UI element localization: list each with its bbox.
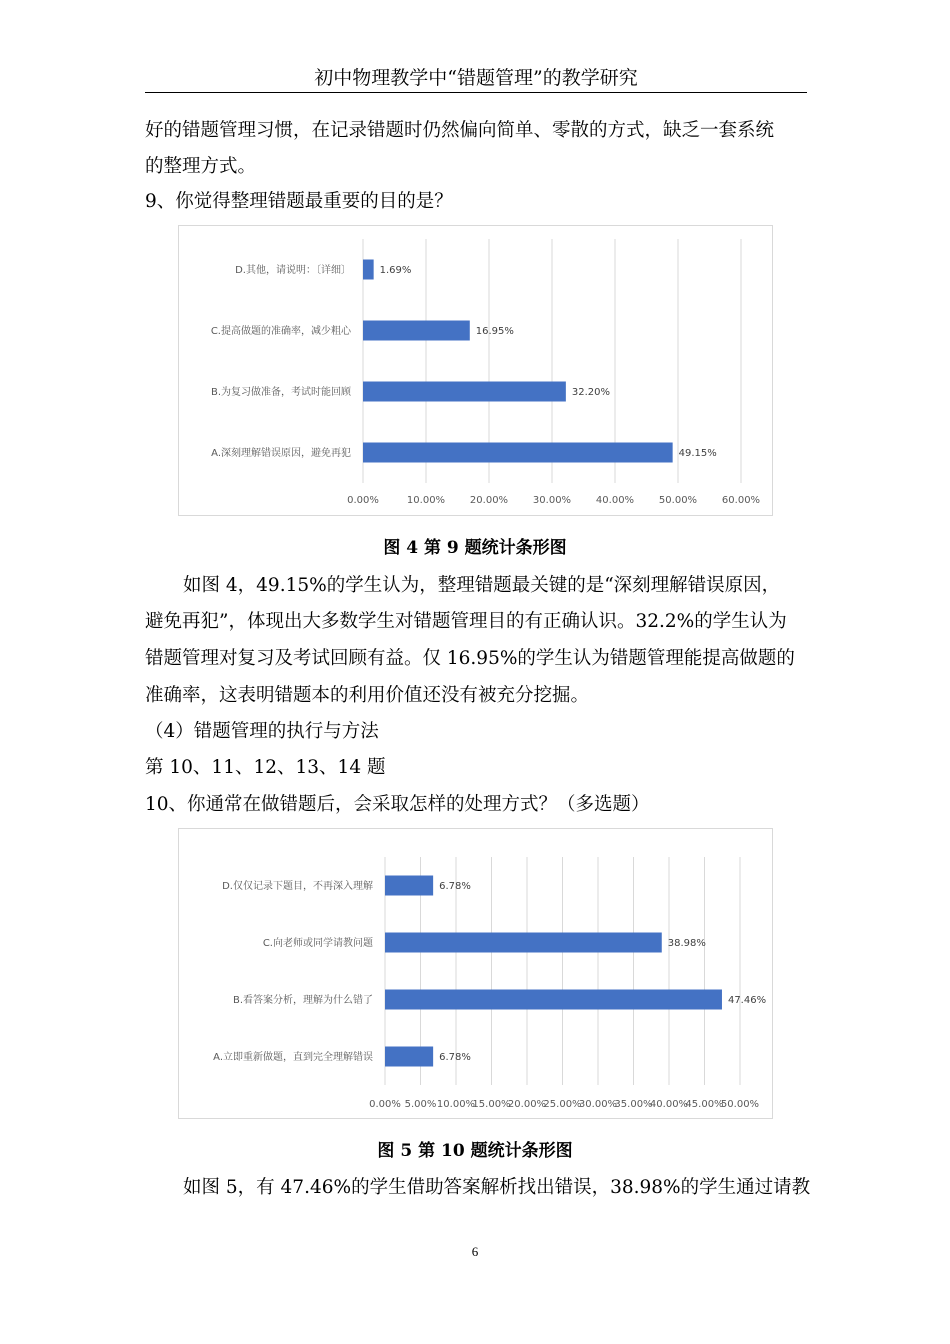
x-tick-label: 30.00% [532, 495, 572, 506]
x-tick-label: 40.00% [595, 495, 635, 506]
x-tick-label: 20.00% [507, 1099, 547, 1110]
chart-svg [179, 226, 772, 515]
header-rule [145, 92, 807, 93]
data-label: 6.78% [439, 1052, 471, 1063]
figure-4-chart [178, 225, 773, 516]
category-label: D.仅仅记录下题目，不再深入理解 [222, 881, 373, 892]
x-tick-label: 20.00% [469, 495, 509, 506]
data-label: 1.69% [379, 265, 412, 276]
category-label: B.看答案分析，理解为什么错了 [232, 995, 373, 1006]
category-label: B.为复习做准备，考试时能回顾 [210, 387, 351, 398]
x-tick-label: 50.00% [658, 495, 698, 506]
x-tick-label: 25.00% [543, 1099, 582, 1110]
paragraph-line: 准确率，这表明错题本的利用价值还没有被充分挖掘。 [145, 685, 590, 706]
paragraph-line: 避免再犯”，体现出大多数学生对错题管理目的有正确认识。32.2%的学生认为 [145, 611, 787, 632]
bar [363, 443, 673, 463]
x-tick-label: 10.00% [406, 495, 446, 506]
category-label: C.提高做题的准确率，减少粗心 [210, 326, 351, 337]
bar [363, 382, 566, 402]
category-label: A.深刻理解错误原因，避免再犯 [211, 448, 351, 459]
x-tick-label: 60.00% [721, 495, 761, 506]
chart-svg [179, 829, 772, 1118]
data-label: 6.78% [439, 881, 471, 892]
x-tick-label: 40.00% [649, 1099, 689, 1110]
question-9: 9、你觉得整理错题最重要的目的是？ [145, 191, 453, 212]
figure-4-caption: 图 4 第 9 题统计条形图 [383, 538, 567, 558]
paragraph-line: 错题管理对复习及考试回顾有益。仅 16.95%的学生认为错题管理能提高做题的 [145, 648, 795, 669]
x-tick-label: 10.00% [436, 1099, 476, 1110]
section-heading: （4）错题管理的执行与方法 [145, 721, 379, 742]
x-tick-label: 0.00% [369, 1099, 401, 1110]
x-tick-label: 15.00% [472, 1099, 511, 1110]
data-label: 38.98% [667, 938, 706, 949]
page-number: 6 [471, 1244, 479, 1259]
paragraph-line: 的整理方式。 [145, 156, 257, 177]
x-tick-label: 35.00% [614, 1099, 653, 1110]
running-header: 初中物理教学中“错题管理”的教学研究 [314, 67, 638, 89]
bar [385, 1047, 433, 1067]
figure-5-chart [178, 828, 773, 1119]
data-label: 49.15% [678, 448, 717, 459]
question-10: 10、你通常在做错题后，会采取怎样的处理方式？（多选题） [145, 794, 650, 815]
x-tick-label: 45.00% [685, 1099, 724, 1110]
category-label: C.向老师或同学请教问题 [262, 938, 373, 949]
questions-range: 第 10、11、12、13、14 题 [145, 757, 386, 778]
figure-5-caption: 图 5 第 10 题统计条形图 [377, 1141, 573, 1161]
bar [385, 990, 722, 1010]
bar [363, 321, 470, 341]
paragraph-line: 好的错题管理习惯，在记录错题时仍然偏向简单、零散的方式，缺乏一套系统 [145, 120, 775, 141]
paragraph-line: 如图 5，有 47.46%的学生借助答案解析找出错误，38.98%的学生通过请教 [183, 1177, 811, 1198]
data-label: 47.46% [727, 995, 767, 1006]
bar [385, 876, 433, 896]
data-label: 32.20% [571, 387, 611, 398]
x-tick-label: 0.00% [347, 495, 379, 506]
bar [363, 260, 374, 280]
category-label: A.立即重新做题，直到完全理解错误 [213, 1052, 373, 1063]
data-label: 16.95% [475, 326, 514, 337]
x-tick-label: 50.00% [720, 1099, 760, 1110]
category-label: D.其他，请说明：〔详细〕 [235, 265, 351, 276]
paragraph-line: 如图 4，49.15%的学生认为，整理错题最关键的是“深刻理解错误原因， [183, 575, 781, 596]
bar [385, 933, 662, 953]
x-tick-label: 30.00% [578, 1099, 618, 1110]
x-tick-label: 5.00% [404, 1099, 437, 1110]
